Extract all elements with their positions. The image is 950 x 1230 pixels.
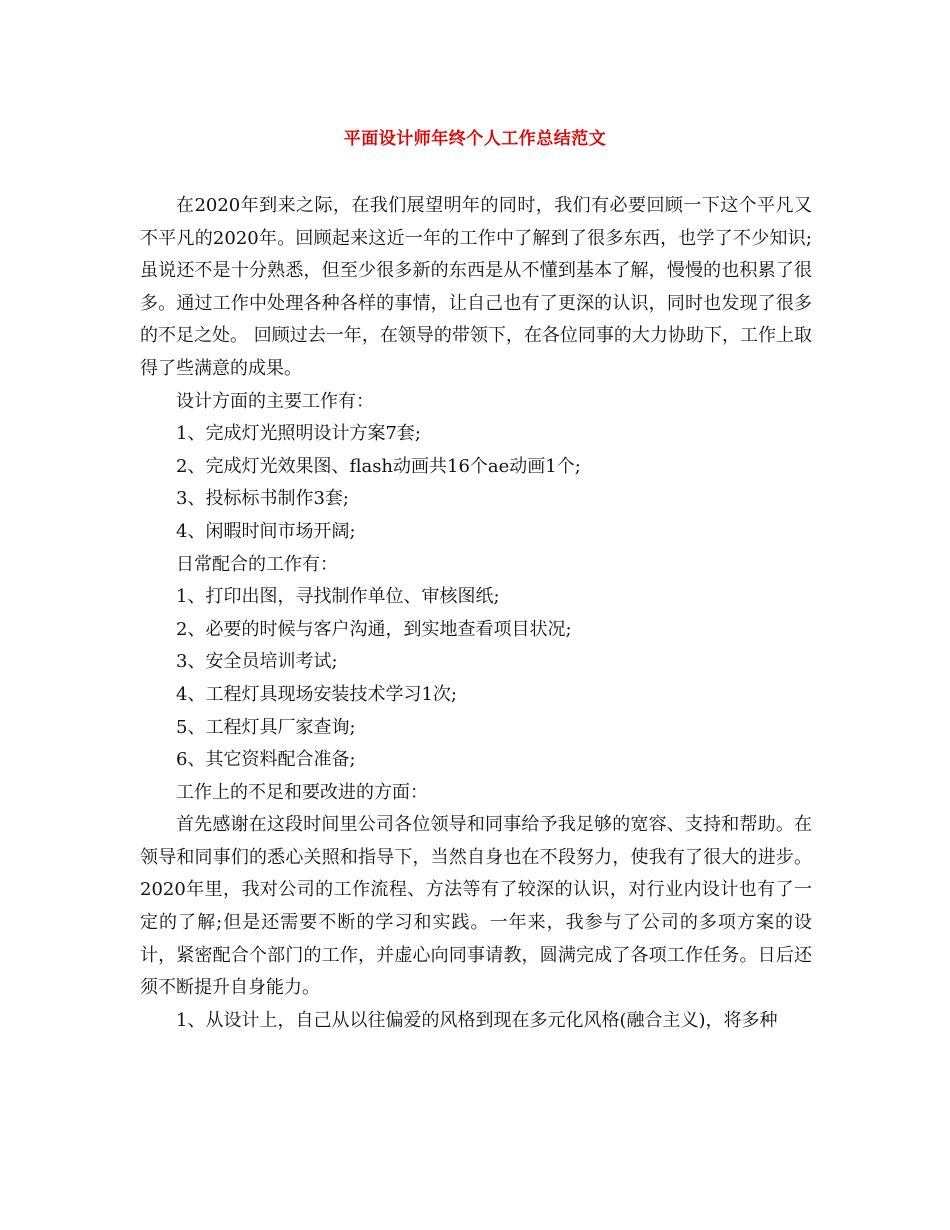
paragraph-daily-heading: 日常配合的工作有： — [176, 553, 338, 575]
list-item-design-3: 3、投标标书制作3套; — [176, 488, 349, 510]
paragraph-design-heading: 设计方面的主要工作有： — [176, 390, 374, 412]
list-item-daily-1: 1、打印出图，寻找制作单位、审核图纸; — [176, 586, 500, 608]
list-item-daily-4: 4、工程灯具现场安装技术学习1次; — [176, 683, 457, 705]
list-item-daily-2: 2、必要的时候与客户沟通，到实地查看项目状况; — [176, 618, 572, 640]
document-title: 平面设计师年终个人工作总结范文 — [343, 129, 607, 149]
list-item-daily-3: 3、安全员培训考试; — [176, 651, 338, 673]
paragraph-improve-heading: 工作上的不足和要改进的方面： — [176, 781, 428, 803]
list-item-daily-6: 6、其它资料配合准备; — [176, 749, 356, 771]
list-item-daily-5: 5、工程灯具厂家查询; — [176, 716, 356, 738]
document-body — [140, 190, 812, 1037]
paragraph-intro: 在2020年到来之际，在我们展望明年的同时，我们有必要回顾一下这个平凡又不平凡的2020年。回顾起来这近一年的工作中了解到了很多东西，也学了不少知识;虽说还不是十分熟悉，但至少很多新的东西是从不懂到基本了解，慢慢的也积累了很多。通过工作中处理各种各样的事情，让自己也有了更深的认识，同时也发现了很多的不足之处。 回顾过去一年，在领导的带领下，在各位同事的大力协助下，工作上取得了些满意的成果。 — [140, 195, 812, 379]
list-item-improve-1: 1、从设计上，自己从以往偏爱的风格到现在多元化风格(融合主义)，将多种 — [176, 1009, 778, 1031]
list-item-design-1: 1、完成灯光照明设计方案7套; — [176, 423, 421, 445]
list-item-design-4: 4、闲暇时间市场开阔; — [176, 520, 356, 542]
list-item-design-2: 2、完成灯光效果图、flash动画共16个ae动画1个; — [176, 455, 581, 477]
paragraph-thanks: 首先感谢在这段时间里公司各位领导和同事给予我足够的宽容、支持和帮助。在领导和同事们的悉心关照和指导下，当然自身也在不段努力，使我有了很大的进步。2020年里，我对公司的工作流程、方法等有了较深的认识，对行业内设计也有了一定的了解;但是还需要不断的学习和实践。一年来，我参与了公司的多项方案的设计，紧密配合个部门的工作，并虚心向同事请教，圆满完成了各项工作任务。日后还须不断提升自身能力。 — [140, 814, 812, 999]
